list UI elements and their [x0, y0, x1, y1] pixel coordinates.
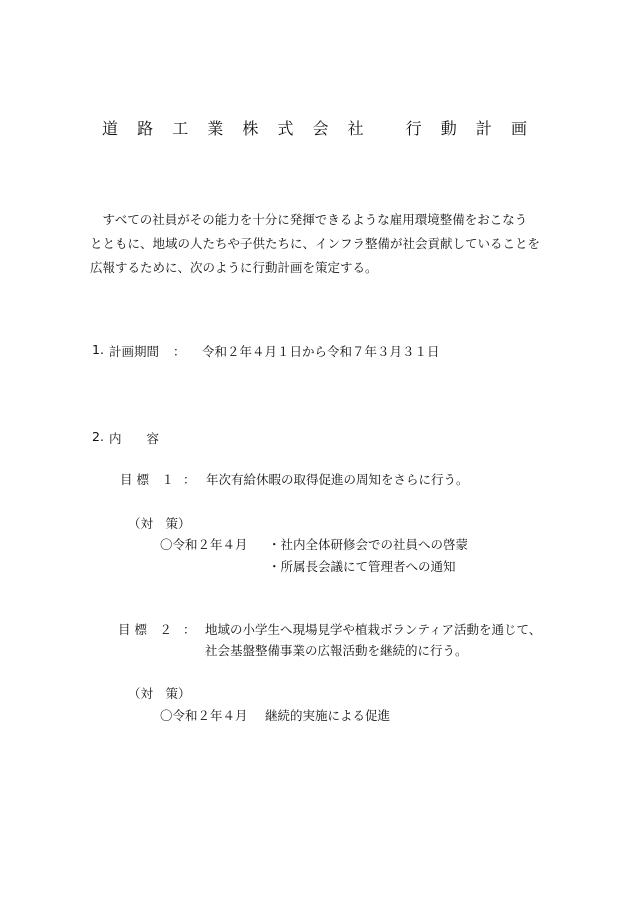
intro-line-2: とともに、地域の人たちや子供たちに、インフラ整備が社会貢献していることを: [90, 236, 541, 251]
goal-2-measures-label: （対 策）: [128, 686, 191, 701]
document-title: 道 路 工 業 株 式 会 社 行 動 計 画: [102, 119, 534, 138]
goal-2-date: 〇令和２年４月: [160, 708, 248, 723]
intro-line-3: 広報するために、次のように行動計画を策定する。: [90, 260, 378, 275]
goal-2-colon: ：: [183, 622, 196, 637]
goal-2-text-line-2: 社会基盤整備事業の広報活動を継続的に行う。: [205, 643, 468, 658]
intro-paragraph: [90, 208, 560, 280]
section-1-label: 計画期間: [109, 344, 160, 359]
goal-1-measure-item-2: ・所属長会議にて管理者への通知: [268, 559, 456, 574]
section-2-label: 内 容: [109, 431, 160, 446]
goal-1-date: 〇令和２年４月: [160, 537, 248, 552]
intro-line-1: すべての社員がその能力を十分に発揮できるような雇用環境整備をおこなう: [90, 212, 528, 227]
section-1-number: 1.: [92, 342, 104, 357]
goal-1-measure-item-1: ・社内全体研修会での社員への啓蒙: [268, 537, 469, 552]
section-1-value: 令和２年４月１日から令和７年３月３１日: [202, 344, 440, 359]
goal-1-text: 年次有給休暇の取得促進の周知をさらに行う。: [206, 472, 469, 487]
goal-2-measure-item-1: 継続的実施による促進: [265, 708, 391, 723]
goal-1-colon: ：: [183, 472, 196, 487]
section-2-number: 2.: [92, 429, 104, 444]
goal-2-label: 目 標 ２: [118, 622, 172, 637]
goal-2-text-line-1: 地域の小学生へ現場見学や植栽ボランティア活動を通じて、: [205, 622, 542, 637]
goal-1-label: 目 標 １: [120, 472, 174, 487]
goal-1-measures-label: （対 策）: [128, 516, 191, 531]
section-1-colon: ：: [173, 344, 186, 359]
